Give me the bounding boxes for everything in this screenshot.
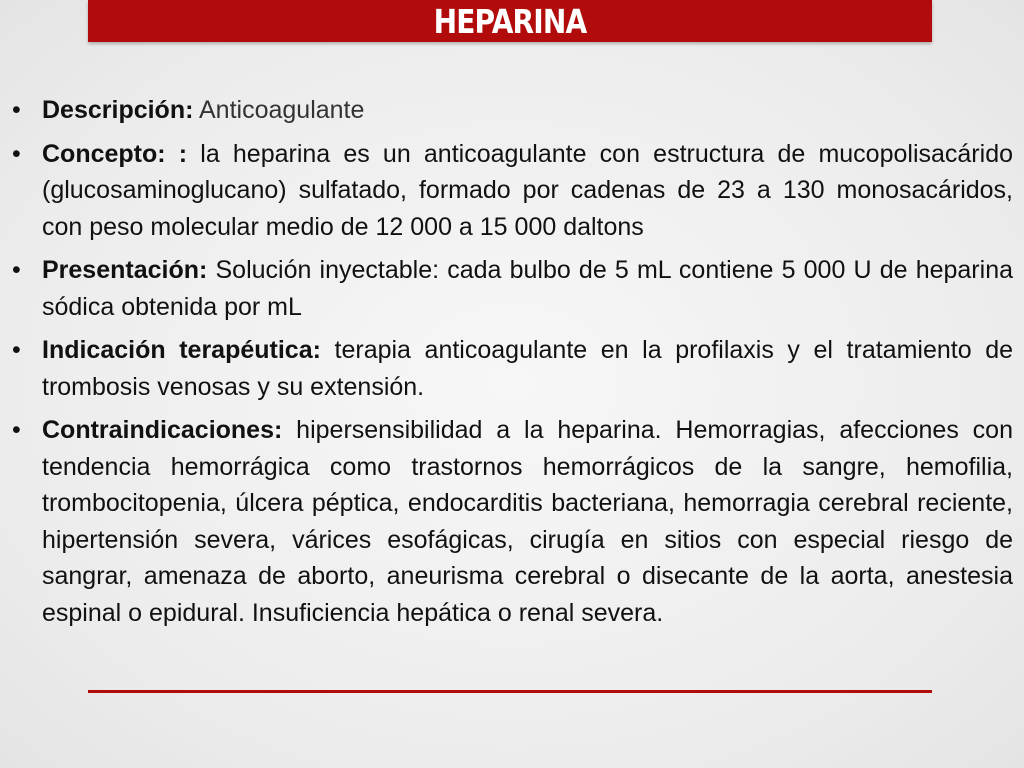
item-text: Anticoagulante xyxy=(193,96,365,124)
bullet-list xyxy=(12,92,1013,638)
list-item-contraindicaciones xyxy=(12,412,1013,631)
bullet-icon: • xyxy=(12,416,21,444)
list-item-indicacion xyxy=(12,332,1013,405)
bullet-icon: • xyxy=(12,336,21,364)
item-label: Indicación terapéutica: xyxy=(42,336,321,364)
item-label: Presentación: xyxy=(42,256,208,284)
bullet-icon: • xyxy=(12,96,21,124)
bullet-icon: • xyxy=(12,139,21,168)
item-text: hipersensibilidad a la heparina. Hemorragias, afecciones con tendencia hemorrágica como trastornos hemorrágicos de la sangre, hemofilia, trombocitopenia, úlcera péptica, endocarditis bacteriana, hemorragia cerebral reciente, hipertensión severa, várices esofágicas, cirugía en sitios con especial riesgo de sangrar, amenaza de aborto, aneurisma cerebral o disecante de la aorta, anestesia espinal o epidural. Insuficiencia hepática o renal severa. xyxy=(42,416,1013,627)
footer-rule xyxy=(88,690,932,693)
item-text: la heparina es un anticoagulante con estructura de mucopolisacárido (glucosaminoglucano) sulfatado, formado por cadenas de 23 a 130 monosacáridos, con peso molecular medio de 12 000 a 15 000 daltons xyxy=(42,139,1013,241)
item-text: terapia anticoagulante en la profilaxis y el tratamiento de trombosis venosas y su extensión. xyxy=(42,336,1013,401)
bullet-icon: • xyxy=(12,256,21,284)
list-item-concepto xyxy=(12,136,1013,246)
item-label: Descripción: xyxy=(42,96,194,124)
title-bar xyxy=(88,0,932,42)
list-item-presentacion xyxy=(12,252,1013,325)
item-label: Concepto: : xyxy=(42,139,188,168)
item-label: Contraindicaciones: xyxy=(42,416,283,444)
slide-title: HEPARINA xyxy=(433,2,587,41)
item-text: Solución inyectable: cada bulbo de 5 mL contiene 5 000 U de heparina sódica obtenida por mL xyxy=(42,256,1013,321)
list-item-descripcion xyxy=(12,92,1013,129)
